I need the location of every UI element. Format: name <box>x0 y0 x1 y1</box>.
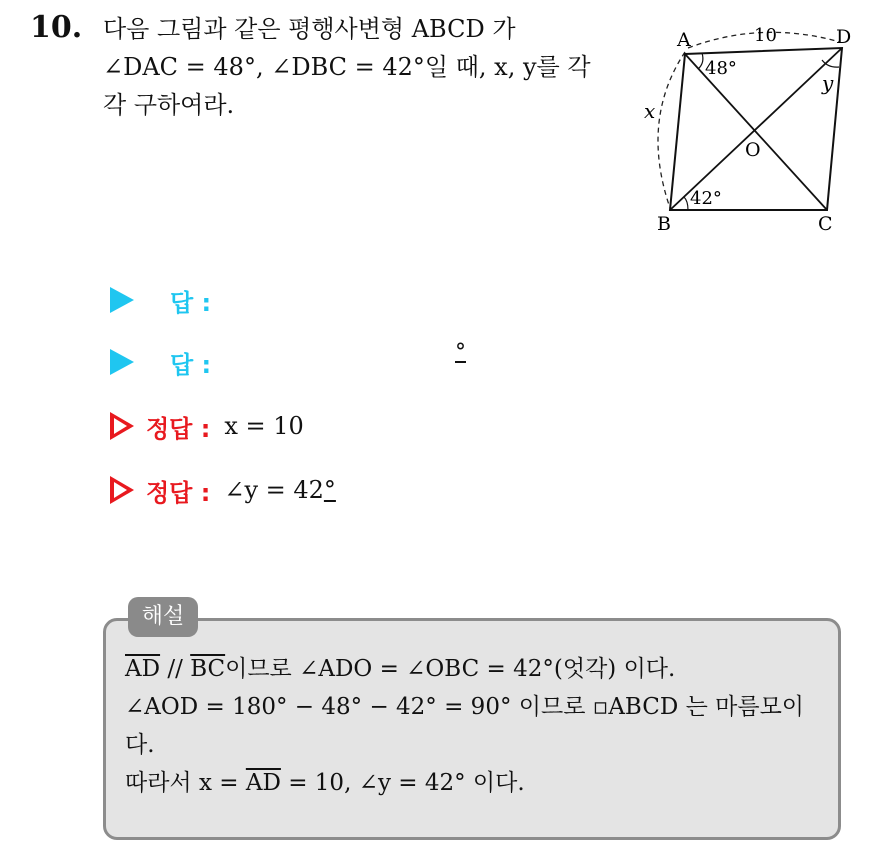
play-triangle-icon <box>110 287 134 313</box>
answer-label-1: 답 : <box>170 288 212 317</box>
solution-line-4-pre: 따라서 x = <box>125 770 246 796</box>
outline-triangle-icon <box>110 412 134 440</box>
vertex-a-label: A <box>677 29 691 51</box>
angle-arc-dbc <box>684 197 688 210</box>
question-line-1: 다음 그림과 같은 평행사변형 ABCD 가 <box>103 15 516 43</box>
angle-arc-y <box>822 60 839 67</box>
segment-ad: $\overline{AD}$ <box>125 656 161 682</box>
solution-line-2: ∠AOD = 180° − 48° − 42° = 90° 이므로 ▫ABCD 는 마름모이 <box>125 694 805 720</box>
answer-row-1 <box>110 280 211 320</box>
solution-line-3: 다. <box>125 732 155 758</box>
vertex-c-label: C <box>818 213 833 235</box>
solution-line-1-rest: 이므로 ∠ADO = ∠OBC = 42°(엇각) 이다. <box>225 656 676 682</box>
answer-row-2 <box>110 342 211 382</box>
solution-line-4-post: = 10, ∠y = 42° 이다. <box>280 770 525 796</box>
answer-label-2: 답 : <box>170 350 212 379</box>
correct-label-2: 정답 : <box>146 478 211 507</box>
correct-value-2-unit: ° <box>323 476 336 504</box>
angle-dbc-label: 42° <box>690 188 722 209</box>
question-text <box>103 10 623 124</box>
segment-bc: $\overline{BC}$ <box>190 656 226 682</box>
angle-dac-label: 48° <box>705 58 737 79</box>
outline-triangle-icon <box>110 476 134 504</box>
answer-2-degree-blank: ° <box>455 340 466 365</box>
segment-ad: $\overline{AD}$ <box>245 770 281 796</box>
parallelogram-figure <box>630 20 875 245</box>
question-line-2: ∠DAC = 48°, ∠DBC = 42°일 때, x, y를 각 <box>103 53 591 81</box>
diagonal-bd <box>670 48 842 210</box>
question-number: 10. <box>30 10 83 45</box>
correct-row-2 <box>110 470 336 510</box>
vertex-b-label: B <box>657 213 671 235</box>
side-x-label: x <box>644 99 656 123</box>
angle-y-label: y <box>822 71 834 95</box>
parallel-symbol: // <box>160 656 191 682</box>
vertex-d-label: D <box>836 26 852 48</box>
side-ad-length: 10 <box>754 25 777 46</box>
question-line-3: 각 구하여라. <box>103 91 235 119</box>
play-triangle-icon <box>110 349 134 375</box>
center-o-label: O <box>745 139 761 161</box>
solution-tag: 해설 <box>128 597 198 637</box>
correct-value-1: x = 10 <box>224 412 304 440</box>
solution-line-4 <box>125 764 837 802</box>
solution-line-1 <box>125 650 837 688</box>
correct-value-2-text: ∠y = 42 <box>224 476 324 504</box>
correct-value-2 <box>224 476 336 504</box>
angle-arc-dac <box>698 53 703 69</box>
correct-label-1: 정답 : <box>146 414 211 443</box>
solution-text <box>125 650 837 802</box>
correct-row-1 <box>110 406 304 446</box>
